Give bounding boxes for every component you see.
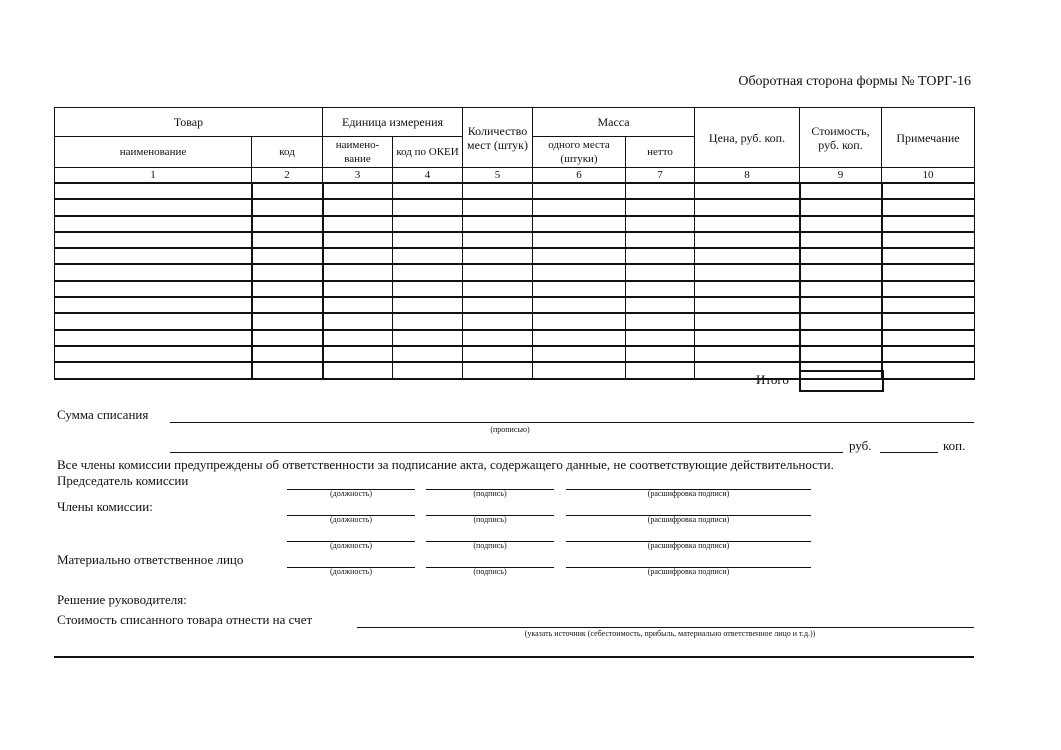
table-cell[interactable]: [463, 297, 533, 313]
table-cell[interactable]: [55, 297, 252, 313]
table-cell[interactable]: [252, 232, 323, 248]
table-cell[interactable]: [882, 297, 975, 313]
table-cell[interactable]: [626, 297, 695, 313]
table-cell[interactable]: [323, 281, 393, 297]
table-cell[interactable]: [393, 313, 463, 329]
table-cell[interactable]: [55, 313, 252, 329]
account-field[interactable]: [357, 627, 974, 628]
signature-caption: (подпись): [473, 567, 507, 576]
table-row: [55, 330, 975, 346]
table-cell[interactable]: [55, 199, 252, 215]
table-cell[interactable]: [533, 281, 626, 297]
table-row: [55, 281, 975, 297]
header-unit-okei: код по ОКЕИ: [393, 137, 463, 168]
header-mass: Масса: [533, 108, 695, 137]
table-cell[interactable]: [323, 362, 393, 378]
table-cell[interactable]: [323, 199, 393, 215]
table-cell[interactable]: [393, 362, 463, 378]
table-cell[interactable]: [463, 346, 533, 362]
table-cell[interactable]: [800, 313, 882, 329]
table-cell[interactable]: [800, 297, 882, 313]
table-cell[interactable]: [252, 199, 323, 215]
commission-warning: Все члены комиссии предупреждены об ответственности за подписание акта, содержащего данные, не соответствующие действительности.: [57, 457, 834, 472]
table-cell[interactable]: [695, 281, 800, 297]
table-cell[interactable]: [55, 330, 252, 346]
decision-label: Решение руководителя:: [57, 592, 187, 607]
decoding-caption: (расшифровка подписи): [647, 567, 730, 576]
header-goods-name: наименование: [55, 137, 252, 168]
table-cell[interactable]: [55, 183, 252, 199]
chairman-label: Председатель комиссии: [57, 473, 189, 488]
table-cell[interactable]: [323, 346, 393, 362]
table-cell[interactable]: [55, 346, 252, 362]
table-cell[interactable]: [882, 313, 975, 329]
goods-table: [54, 107, 975, 380]
table-cell[interactable]: [55, 232, 252, 248]
header-goods-code: код: [252, 137, 323, 168]
table-cell[interactable]: [323, 264, 393, 280]
table-cell[interactable]: [800, 264, 882, 280]
table-cell[interactable]: [463, 362, 533, 378]
table-cell[interactable]: [695, 216, 800, 232]
table-cell[interactable]: [463, 264, 533, 280]
decoding-caption: (расшифровка подписи): [647, 489, 730, 498]
column-number: 9: [800, 168, 882, 184]
table-cell[interactable]: [55, 362, 252, 378]
table-cell[interactable]: [393, 248, 463, 264]
table-cell[interactable]: [252, 346, 323, 362]
table-cell[interactable]: [252, 281, 323, 297]
table-row: [55, 264, 975, 280]
header-quantity: Количество мест (штук): [463, 108, 533, 168]
table-cell[interactable]: [882, 248, 975, 264]
header-mass-one: одного места (штуки): [533, 137, 626, 168]
bottom-divider: [54, 656, 974, 658]
header-price: Цена, руб. коп.: [695, 108, 800, 168]
table-cell[interactable]: [393, 330, 463, 346]
table-cell[interactable]: [626, 313, 695, 329]
table-cell[interactable]: [626, 199, 695, 215]
table-row: [55, 232, 975, 248]
column-number: 8: [695, 168, 800, 184]
header-note: Примечание: [882, 108, 975, 168]
table-cell[interactable]: [695, 248, 800, 264]
table-cell[interactable]: [463, 313, 533, 329]
table-cell[interactable]: [463, 183, 533, 199]
table-cell[interactable]: [882, 216, 975, 232]
position-caption: (должность): [330, 489, 372, 498]
table-cell[interactable]: [55, 281, 252, 297]
table-row: [55, 216, 975, 232]
table-cell[interactable]: [800, 346, 882, 362]
table-cell[interactable]: [252, 313, 323, 329]
table-cell[interactable]: [533, 346, 626, 362]
kop-label: коп.: [943, 438, 966, 453]
position-caption: (должность): [330, 567, 372, 576]
position-caption: (должность): [330, 541, 372, 550]
table-row: [55, 199, 975, 215]
total-field[interactable]: [799, 370, 884, 392]
table-cell[interactable]: [533, 199, 626, 215]
table-cell[interactable]: [800, 232, 882, 248]
decoding-caption: (расшифровка подписи): [647, 515, 730, 524]
account-caption: (указать источник (себестоимость, прибыль, материально ответственное лицо и т.д.)): [524, 629, 816, 638]
table-cell[interactable]: [323, 313, 393, 329]
table-cell[interactable]: [800, 248, 882, 264]
table-cell[interactable]: [393, 297, 463, 313]
table-cell[interactable]: [695, 297, 800, 313]
table-cell[interactable]: [463, 232, 533, 248]
table-cell[interactable]: [393, 346, 463, 362]
table-cell[interactable]: [882, 264, 975, 280]
column-number: 6: [533, 168, 626, 184]
table-cell[interactable]: [882, 330, 975, 346]
table-cell[interactable]: [323, 330, 393, 346]
table-cell[interactable]: [252, 330, 323, 346]
column-number: 2: [252, 168, 323, 184]
table-cell[interactable]: [626, 362, 695, 378]
header-goods: Товар: [55, 108, 323, 137]
table-cell[interactable]: [626, 346, 695, 362]
table-cell[interactable]: [463, 281, 533, 297]
table-cell[interactable]: [626, 248, 695, 264]
table-cell[interactable]: [882, 362, 975, 378]
table-cell[interactable]: [323, 216, 393, 232]
table-cell[interactable]: [533, 232, 626, 248]
writeoff-words-caption: (прописью): [490, 425, 530, 434]
table-cell[interactable]: [533, 216, 626, 232]
rub-label: руб.: [849, 438, 872, 453]
column-number: 5: [463, 168, 533, 184]
kop-field[interactable]: [880, 452, 938, 453]
table-cell[interactable]: [323, 183, 393, 199]
table-cell[interactable]: [533, 297, 626, 313]
form-title: Оборотная сторона формы № ТОРГ-16: [738, 74, 971, 89]
table-cell[interactable]: [882, 199, 975, 215]
header-cost: Стоимость, руб. коп.: [800, 108, 882, 168]
table-cell[interactable]: [252, 297, 323, 313]
table-cell[interactable]: [533, 330, 626, 346]
table-cell[interactable]: [393, 264, 463, 280]
table-cell[interactable]: [695, 264, 800, 280]
table-cell[interactable]: [533, 264, 626, 280]
table-cell[interactable]: [882, 281, 975, 297]
table-cell[interactable]: [695, 346, 800, 362]
table-row: [55, 313, 975, 329]
table-cell[interactable]: [626, 330, 695, 346]
table-cell[interactable]: [463, 248, 533, 264]
table-cell[interactable]: [882, 232, 975, 248]
table-cell[interactable]: [393, 281, 463, 297]
column-number: 4: [393, 168, 463, 184]
table-cell[interactable]: [393, 199, 463, 215]
column-number: 7: [626, 168, 695, 184]
table-cell[interactable]: [882, 183, 975, 199]
table-cell[interactable]: [533, 313, 626, 329]
signature-caption: (подпись): [473, 515, 507, 524]
table-cell[interactable]: [533, 183, 626, 199]
members-label: Члены комиссии:: [57, 499, 153, 514]
table-cell[interactable]: [800, 183, 882, 199]
table-cell[interactable]: [626, 281, 695, 297]
header-unit-name: наимено-вание: [323, 137, 393, 168]
table-cell[interactable]: [800, 216, 882, 232]
writeoff-words-field-2[interactable]: [170, 452, 843, 453]
total-label: Итого: [756, 372, 789, 387]
table-row: [55, 183, 975, 199]
writeoff-label: Сумма списания: [57, 407, 149, 422]
header-unit: Единица измерения: [323, 108, 463, 137]
signature-caption: (подпись): [473, 541, 507, 550]
table-cell[interactable]: [323, 297, 393, 313]
table-cell[interactable]: [882, 346, 975, 362]
table-cell[interactable]: [393, 183, 463, 199]
table-cell[interactable]: [800, 330, 882, 346]
table-cell[interactable]: [533, 248, 626, 264]
table-cell[interactable]: [463, 216, 533, 232]
table-cell[interactable]: [252, 362, 323, 378]
table-cell[interactable]: [323, 232, 393, 248]
table-cell[interactable]: [252, 264, 323, 280]
table-row: [55, 297, 975, 313]
table-cell[interactable]: [463, 199, 533, 215]
table-cell[interactable]: [252, 248, 323, 264]
position-caption: (должность): [330, 515, 372, 524]
table-row: [55, 248, 975, 264]
column-number: 10: [882, 168, 975, 184]
header-mass-net: нетто: [626, 137, 695, 168]
responsible-label: Материально ответственное лицо: [57, 552, 244, 567]
table-cell[interactable]: [55, 264, 252, 280]
table-cell[interactable]: [463, 330, 533, 346]
column-number: 1: [55, 168, 252, 184]
table-cell[interactable]: [695, 313, 800, 329]
account-label: Стоимость списанного товара отнести на счет: [57, 612, 313, 627]
table-row: [55, 346, 975, 362]
table-cell[interactable]: [252, 216, 323, 232]
writeoff-words-field[interactable]: [170, 422, 974, 423]
table-cell[interactable]: [252, 183, 323, 199]
table-cell[interactable]: [323, 248, 393, 264]
table-cell[interactable]: [626, 216, 695, 232]
table-cell[interactable]: [626, 232, 695, 248]
column-number: 3: [323, 168, 393, 184]
table-cell[interactable]: [55, 216, 252, 232]
table-cell[interactable]: [695, 183, 800, 199]
table-cell[interactable]: [393, 216, 463, 232]
table-cell[interactable]: [626, 183, 695, 199]
decoding-caption: (расшифровка подписи): [647, 541, 730, 550]
table-cell[interactable]: [393, 232, 463, 248]
table-cell[interactable]: [695, 330, 800, 346]
table-cell[interactable]: [800, 199, 882, 215]
table-cell[interactable]: [800, 281, 882, 297]
signature-caption: (подпись): [473, 489, 507, 498]
table-cell[interactable]: [695, 199, 800, 215]
table-cell[interactable]: [695, 232, 800, 248]
table-cell[interactable]: [55, 248, 252, 264]
table-cell[interactable]: [533, 362, 626, 378]
table-cell[interactable]: [626, 264, 695, 280]
